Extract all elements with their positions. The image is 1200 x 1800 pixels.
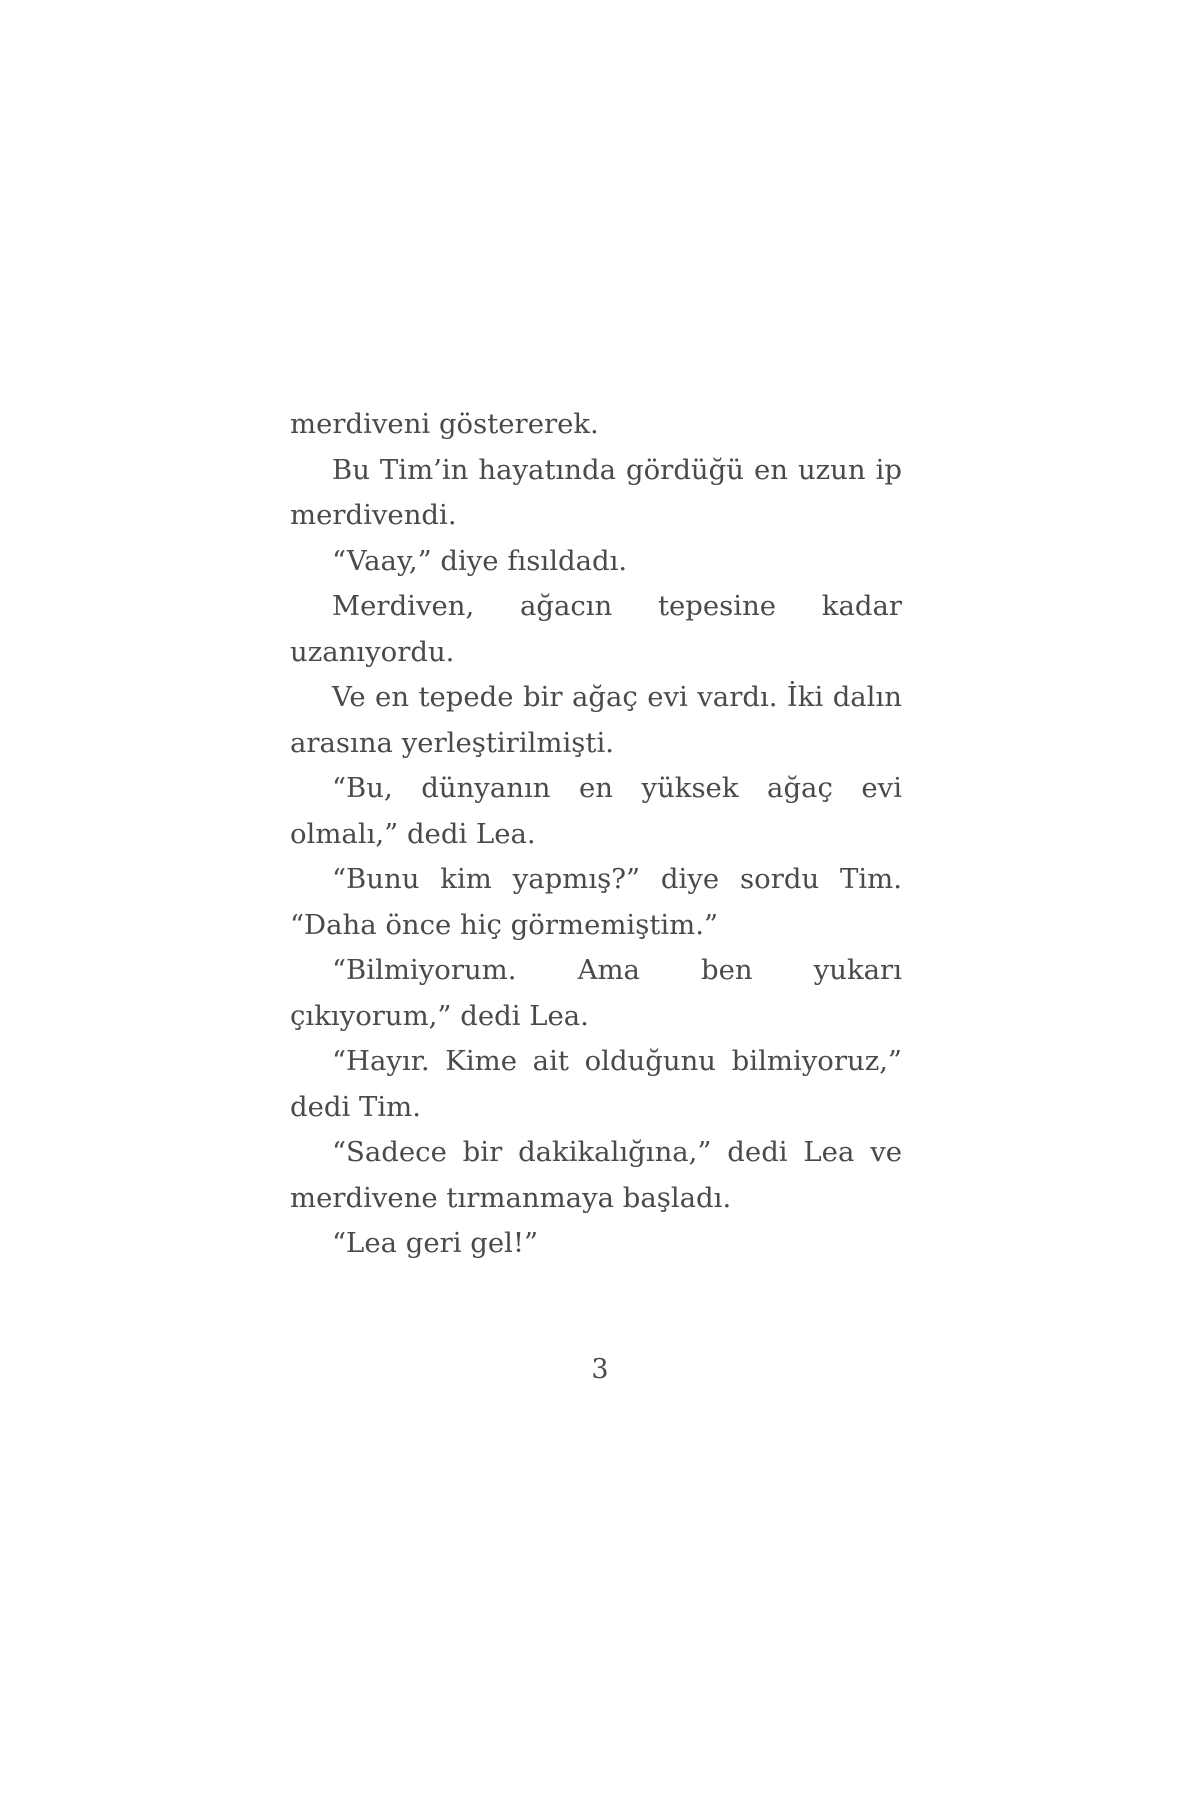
paragraph: “Lea geri gel!” (332, 1227, 539, 1259)
paragraph: “Vaay,” diye fısıldadı. (332, 544, 628, 577)
paragraph: “Hayır. Kime ait olduğunu bilmiyoruz,” dedi Tim. (290, 1045, 902, 1123)
paragraph: “Bunu kim yapmış?” diye sordu Tim. “Daha önce hiç görmemiştim.” (290, 863, 902, 941)
paragraph-continued: merdiveni göstererek. (290, 408, 599, 440)
paragraph: Merdiven, ağacın tepesine kadar uzanıyordu. (290, 590, 902, 668)
paragraph: Bu Tim’in hayatında gördüğü en uzun ip merdivendi. (290, 453, 902, 531)
paragraph: “Bilmiyorum. Ama ben yukarı çıkıyorum,” dedi Lea. (290, 954, 902, 1032)
page-number: 3 (591, 1354, 609, 1385)
paragraph: “Bu, dünyanın en yüksek ağaç evi olmalı,” dedi Lea. (290, 772, 902, 850)
paragraph: “Sadece bir dakikalığına,” dedi Lea ve merdivene tırmanmaya başladı. (290, 1136, 902, 1214)
body-text (290, 402, 902, 1267)
paragraph: Ve en tepede bir ağaç evi vardı. İki dalın arasına yerleştirilmişti. (290, 681, 902, 759)
